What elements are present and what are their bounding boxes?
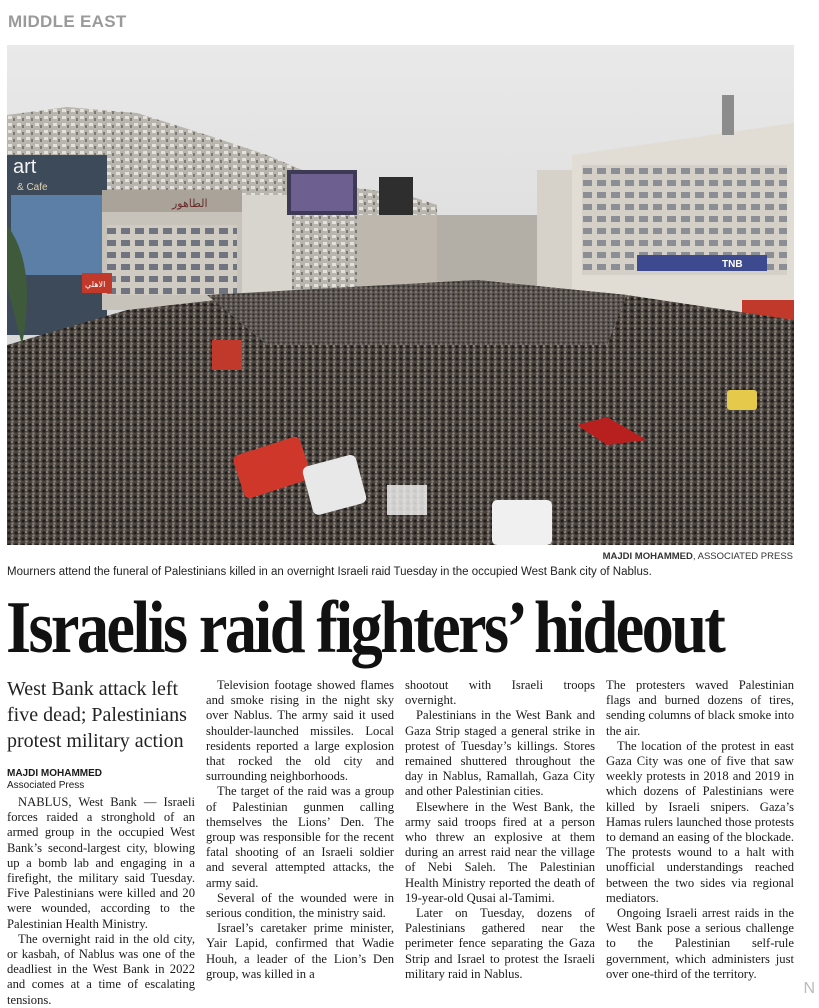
paragraph: The location of the protest in east Gaza City was one of five that saw weekly protests in 2018 and 2019 in which dozens of Palestinians were killed by Israeli snipers. Gaza’s Hamas rulers launched those protests to demand an easing of the blockade. The protests wound to a halt with unofficial understandings reached between the two sides via regional mediators. [606, 738, 794, 905]
paragraph: Israel’s caretaker prime minister, Yair Lapid, confirmed that Wadie Houh, a leader of the Lion’s Den group, was killed in a [206, 921, 394, 981]
photo-credit [603, 551, 793, 562]
section-label: MIDDLE EAST [8, 12, 127, 31]
shop-sign-text: الطاهور [172, 197, 208, 210]
shop-sign-text: الاهلي [85, 280, 106, 289]
paragraph: Several of the wounded were in serious condition, the ministry said. [206, 890, 394, 921]
photo-credit-org: , ASSOCIATED PRESS [692, 551, 793, 562]
paragraph: The overnight raid in the old city, or kasbah, of Nablus was one of the deadliest in the West Bank in 2022 and comes at a time of escalating tensions. [7, 931, 195, 1007]
article-column-2 [206, 678, 394, 982]
shop-sign-text: TNB [722, 259, 743, 270]
paragraph: Palestinians in the West Bank and Gaza Strip staged a general strike in protest of Tuesday’s killings. Stores remained shuttered throughout the day in Nablus, Ramallah, Gaza City and other Palestinian cities. [405, 708, 595, 799]
paragraph: Ongoing Israeli arrest raids in the West Bank pose a serious challenge to the Palestinian self-rule government, which administers just over one-third of the territory. [606, 906, 794, 981]
article-column-3 [405, 678, 595, 982]
photo-credit-name: MAJDI MOHAMMED [602, 551, 693, 562]
photo-caption: Mourners attend the funeral of Palestinians killed in an overnight Israeli raid Tuesday in the occupied West Bank city of Nablus. [7, 566, 652, 578]
byline-org: Associated Press [7, 780, 85, 791]
paragraph: The target of the raid was a group of Palestinian gunmen calling themselves the Lions’ Den. The group was responsible for the recent fatal shooting of an Israeli soldier and several attempted attacks, the army said. [206, 784, 394, 890]
paragraph: shootout with Israeli troops overnight. [405, 678, 595, 708]
paragraph: Elsewhere in the West Bank, the army said troops fired at a person who threw an explosive at them during an arrest raid near the village of Nebi Saleh. The Palestinian Health Ministry reported the death of 19-year-old Qusai al-Tamimi. [405, 799, 595, 905]
article-column-1 [7, 676, 195, 1008]
paragraph: Later on Tuesday, dozens of Palestinians gathered near the perimeter fence separating the Gaza Strip and Israel to protest the Israeli military raid in Nablus. [405, 906, 595, 981]
paragraph: Television footage showed flames and smoke rising in the night sky over Nablus. The army said it used shoulder-launched missiles. Local residents reported a large explosion that rocked the old city and surrounding neighborhoods. [206, 678, 394, 784]
shop-sign-text: art [13, 156, 37, 178]
headline: Israelis raid fighters’ hideout [6, 587, 724, 669]
news-photo [7, 45, 794, 545]
paragraph: NABLUS, West Bank — Israeli forces raided a stronghold of an armed group in the occupied West Bank’s second-largest city, blowing up a bomb lab and engaging in a firefight, the military said Tuesday. Five Palestinians were killed and 20 were wounded, according to the Palestinian Health Ministry. [7, 795, 195, 931]
paragraph: The protesters waved Palestinian flags and burned dozens of tires, sending columns of black smoke into the air. [606, 678, 794, 738]
byline-name: MAJDI MOHAMMED [7, 768, 102, 779]
byline [7, 768, 195, 792]
article-column-4 [606, 678, 794, 982]
shop-sign-text: & Cafe [17, 182, 48, 193]
deck-subheadline: West Bank attack left five dead; Palestinians protest military action [7, 678, 187, 752]
corner-mark: N [803, 980, 815, 997]
